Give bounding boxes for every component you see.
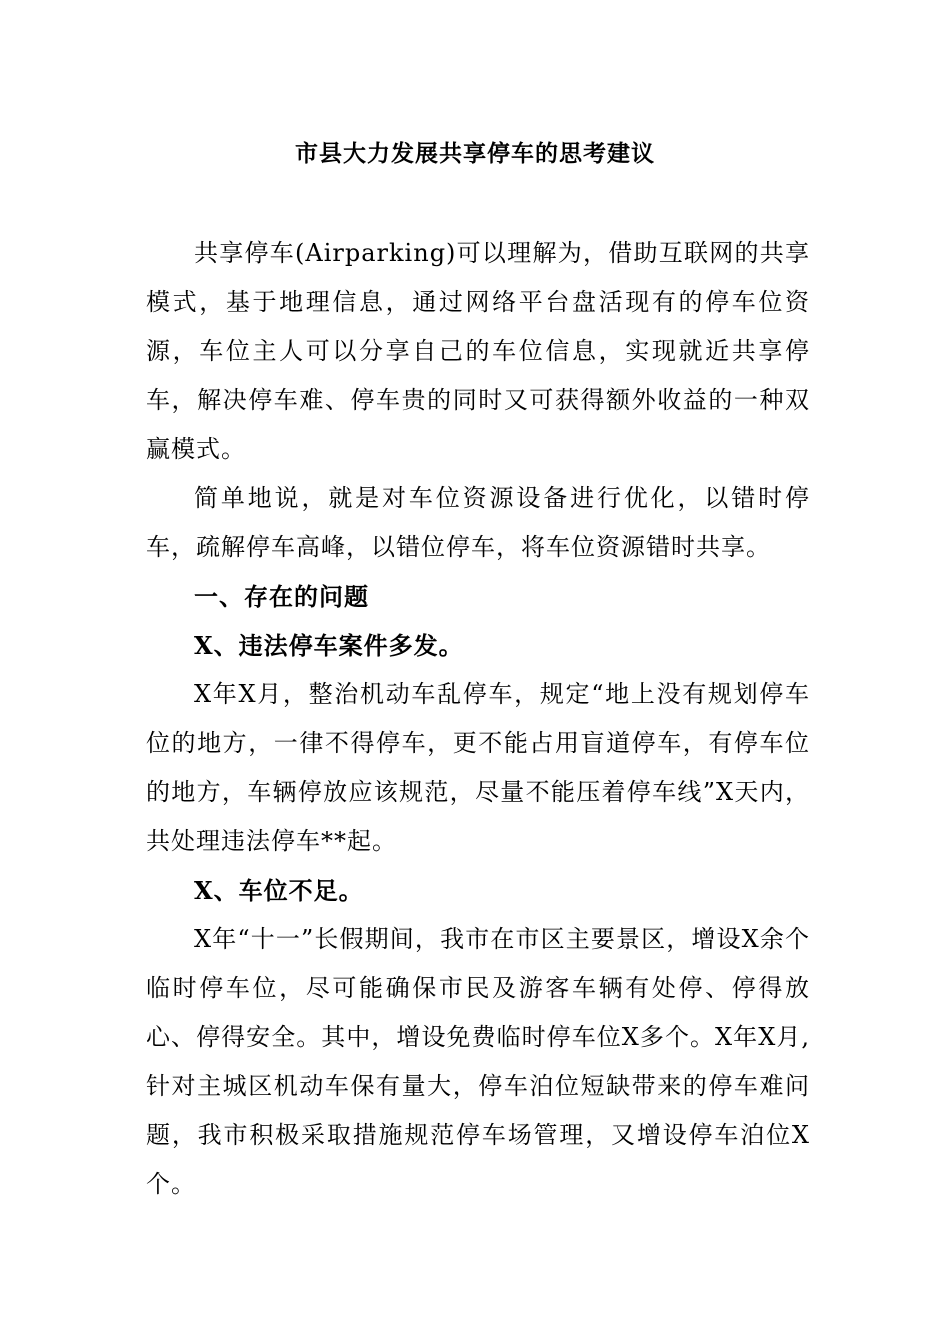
paragraph-intro: 共享停车(Airparking)可以理解为，借助互联网的共享模式，基于地理信息，通过网络平台盘活现有的停车位资源，车位主人可以分享自己的车位信息，实现就近共享停车，解决停车难、停车贵的同时又可获得额外收益的一种双赢模式。 xyxy=(146,239,810,463)
document-title: 市县大力发展共享停车的思考建议 xyxy=(295,140,655,167)
subheading-insufficient-spaces: X、车位不足。 xyxy=(194,876,364,905)
document-body xyxy=(146,229,810,1209)
paragraph-insufficient-spaces: X年“十一”长假期间，我市在市区主要景区，增设X余个临时停车位，尽可能确保市民及游客车辆有处停、停得放心、停得安全。其中，增设免费临时停车位X多个。X年X月,针对主城区机动车保有量大，停车泊位短缺带来的停车难问题，我市积极采取措施规范停车场管理，又增设停车泊位X个。 xyxy=(146,925,810,1198)
section-heading-problems: 一、存在的问题 xyxy=(194,582,369,611)
paragraph-illegal-parking: X年X月，整治机动车乱停车，规定“地上没有规划停车位的地方，一律不得停车，更不能占用盲道停车，有停车位的地方，车辆停放应该规范，尽量不能压着停车线”X天内，共处理违法停车**起。 xyxy=(146,680,810,855)
paragraph-summary: 简单地说，就是对车位资源设备进行优化，以错时停车，疏解停车高峰，以错位停车，将车位资源错时共享。 xyxy=(146,484,810,561)
subheading-illegal-parking: X、违法停车案件多发。 xyxy=(194,631,464,660)
